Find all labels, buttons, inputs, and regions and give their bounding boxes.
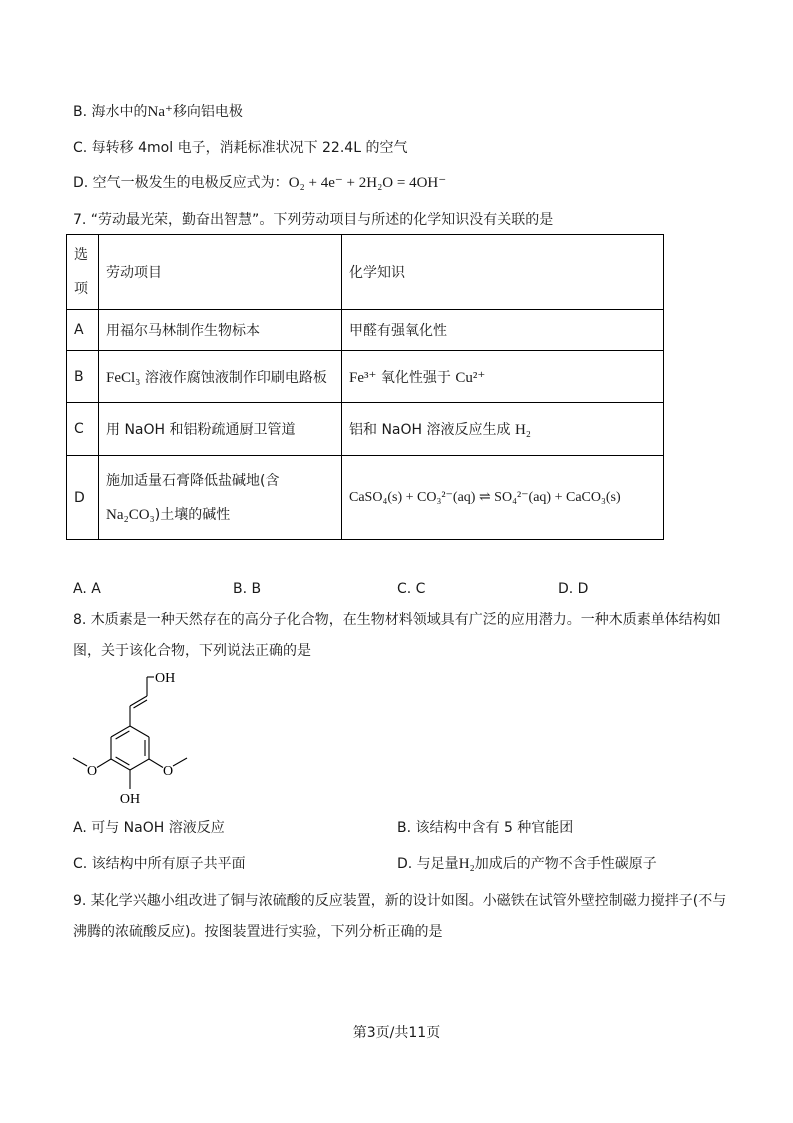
lignin-monomer-structure bbox=[60, 660, 200, 810]
q7-row-knowledge bbox=[342, 351, 664, 403]
q7-row-item-formula: FeCl₃ bbox=[106, 369, 141, 386]
q8-option-d bbox=[397, 855, 657, 873]
bond bbox=[149, 759, 163, 768]
q6-option-b-suffix: 移向铝电极 bbox=[172, 104, 243, 120]
atom-label-bottom-oh: OH bbox=[119, 792, 141, 807]
q7-choice-a: A. A bbox=[73, 581, 101, 597]
q8-option-c: C. 该结构中所有原子共平面 bbox=[73, 856, 246, 872]
bond bbox=[111, 759, 130, 770]
page-footer: 第3页/共11页 bbox=[352, 1025, 441, 1041]
q7-table-row bbox=[67, 456, 664, 540]
atom-label-right-o: O bbox=[162, 764, 174, 779]
q7-header-option-text: 选项 bbox=[74, 247, 88, 297]
q6-option-c: C. 每转移 4mol 电子，消耗标准状况下 22.4L 的空气 bbox=[73, 140, 408, 156]
q6-option-d bbox=[73, 174, 446, 192]
ring-double-bond bbox=[116, 731, 130, 739]
q6-option-b bbox=[73, 103, 243, 121]
q7-stem: 7. “劳动最光荣，勤奋出智慧”。下列劳动项目与所述的化学知识没有关联的是 bbox=[73, 212, 554, 228]
q9-stem-line-1: 9. 某化学兴趣小组改进了铜与浓硫酸的反应装置，新的设计如图。小磁铁在试管外壁控制磁力搅拌子(不与 bbox=[73, 893, 727, 909]
q7-row-item-text: )土壤的碱性 bbox=[154, 506, 231, 523]
q8-stem-line-1: 8. 木质素是一种天然存在的高分子化合物，在生物材料领域具有广泛的应用潜力。一种木质素单体结构如 bbox=[73, 612, 721, 628]
bond bbox=[173, 758, 187, 766]
q7-choice-c: C. C bbox=[397, 581, 426, 597]
q7-header-knowledge: 化学知识 bbox=[342, 235, 664, 310]
q6-option-d-formula: O₂ + 4e⁻ + 2H₂O = 4OH⁻ bbox=[288, 175, 447, 191]
q8-option-b: B. 该结构中含有 5 种官能团 bbox=[397, 820, 574, 836]
q7-row-option: A bbox=[67, 310, 99, 351]
q7-row-knowledge bbox=[342, 403, 664, 456]
atom-label-left-o: O bbox=[86, 764, 98, 779]
q7-row-item-line-2 bbox=[106, 498, 341, 532]
q7-row-knowledge-equation: CaSO₄(s) + CO₃²⁻(aq) ⇌ SO₄²⁻(aq) + CaCO₃(s) bbox=[349, 490, 621, 505]
q7-header-option bbox=[67, 235, 99, 310]
q8-option-d-prefix: D. 与足量 bbox=[397, 856, 459, 872]
q7-table-row bbox=[67, 403, 664, 456]
q7-choice-d: D. D bbox=[558, 581, 589, 597]
bond bbox=[73, 758, 87, 766]
q7-table-row bbox=[67, 351, 664, 403]
q7-row-knowledge-text: 铝和 NaOH 溶液反应生成 bbox=[349, 422, 515, 438]
q7-row-item bbox=[99, 456, 342, 540]
q9-stem-line-2: 沸腾的浓硫酸反应)。按图装置进行实验，下列分析正确的是 bbox=[73, 924, 443, 940]
q7-row-knowledge: 甲醛有强氧化性 bbox=[342, 310, 664, 351]
q7-row-knowledge-formula: H₂ bbox=[514, 422, 532, 438]
q7-row-item: 用 NaOH 和铝粉疏通厨卫管道 bbox=[99, 403, 342, 456]
q7-row-knowledge bbox=[342, 456, 664, 540]
q7-table bbox=[66, 234, 664, 540]
q7-row-option: C bbox=[67, 403, 99, 456]
q7-row-option: D bbox=[67, 456, 99, 540]
q8-option-d-formula: H₂ bbox=[458, 856, 475, 872]
q7-choice-b: B. B bbox=[233, 581, 262, 597]
bond bbox=[111, 726, 130, 737]
q7-row-option: B bbox=[67, 351, 99, 403]
q6-option-b-prefix: B. 海水中的 bbox=[73, 104, 148, 120]
q7-table-header-row bbox=[67, 235, 664, 310]
q8-stem-line-2: 图，关于该化合物，下列说法正确的是 bbox=[73, 643, 311, 659]
atom-label-top-oh: OH bbox=[155, 671, 176, 686]
q7-row-item-line-1: 施加适量石膏降低盐碱地(含 bbox=[106, 472, 280, 489]
q6-option-b-formula: Na⁺ bbox=[147, 104, 173, 120]
bond bbox=[130, 759, 149, 770]
q7-row-item-text: 溶液作腐蚀液制作印刷电路板 bbox=[140, 369, 327, 386]
q7-row-knowledge-formula-1: Fe³⁺ bbox=[349, 369, 377, 386]
q7-row-item: 用福尔马林制作生物标本 bbox=[99, 310, 342, 351]
q7-row-knowledge-text: 氧化性强于 bbox=[376, 369, 456, 386]
q8-option-a: A. 可与 NaOH 溶液反应 bbox=[73, 820, 225, 836]
q7-table-row bbox=[67, 310, 664, 351]
q7-header-item: 劳动项目 bbox=[99, 235, 342, 310]
q7-row-item bbox=[99, 351, 342, 403]
bond bbox=[97, 759, 111, 768]
q6-option-d-prefix: D. 空气一极发生的电极反应式为： bbox=[73, 175, 289, 191]
chain-double-bond bbox=[134, 700, 148, 708]
bond bbox=[130, 726, 149, 737]
ring-double-bond bbox=[116, 757, 130, 765]
q8-option-d-suffix: 加成后的产物不含手性碳原子 bbox=[474, 856, 657, 872]
q7-row-item-formula: Na₂CO₃ bbox=[106, 506, 155, 523]
q7-row-knowledge-formula-2: Cu²⁺ bbox=[455, 369, 486, 386]
